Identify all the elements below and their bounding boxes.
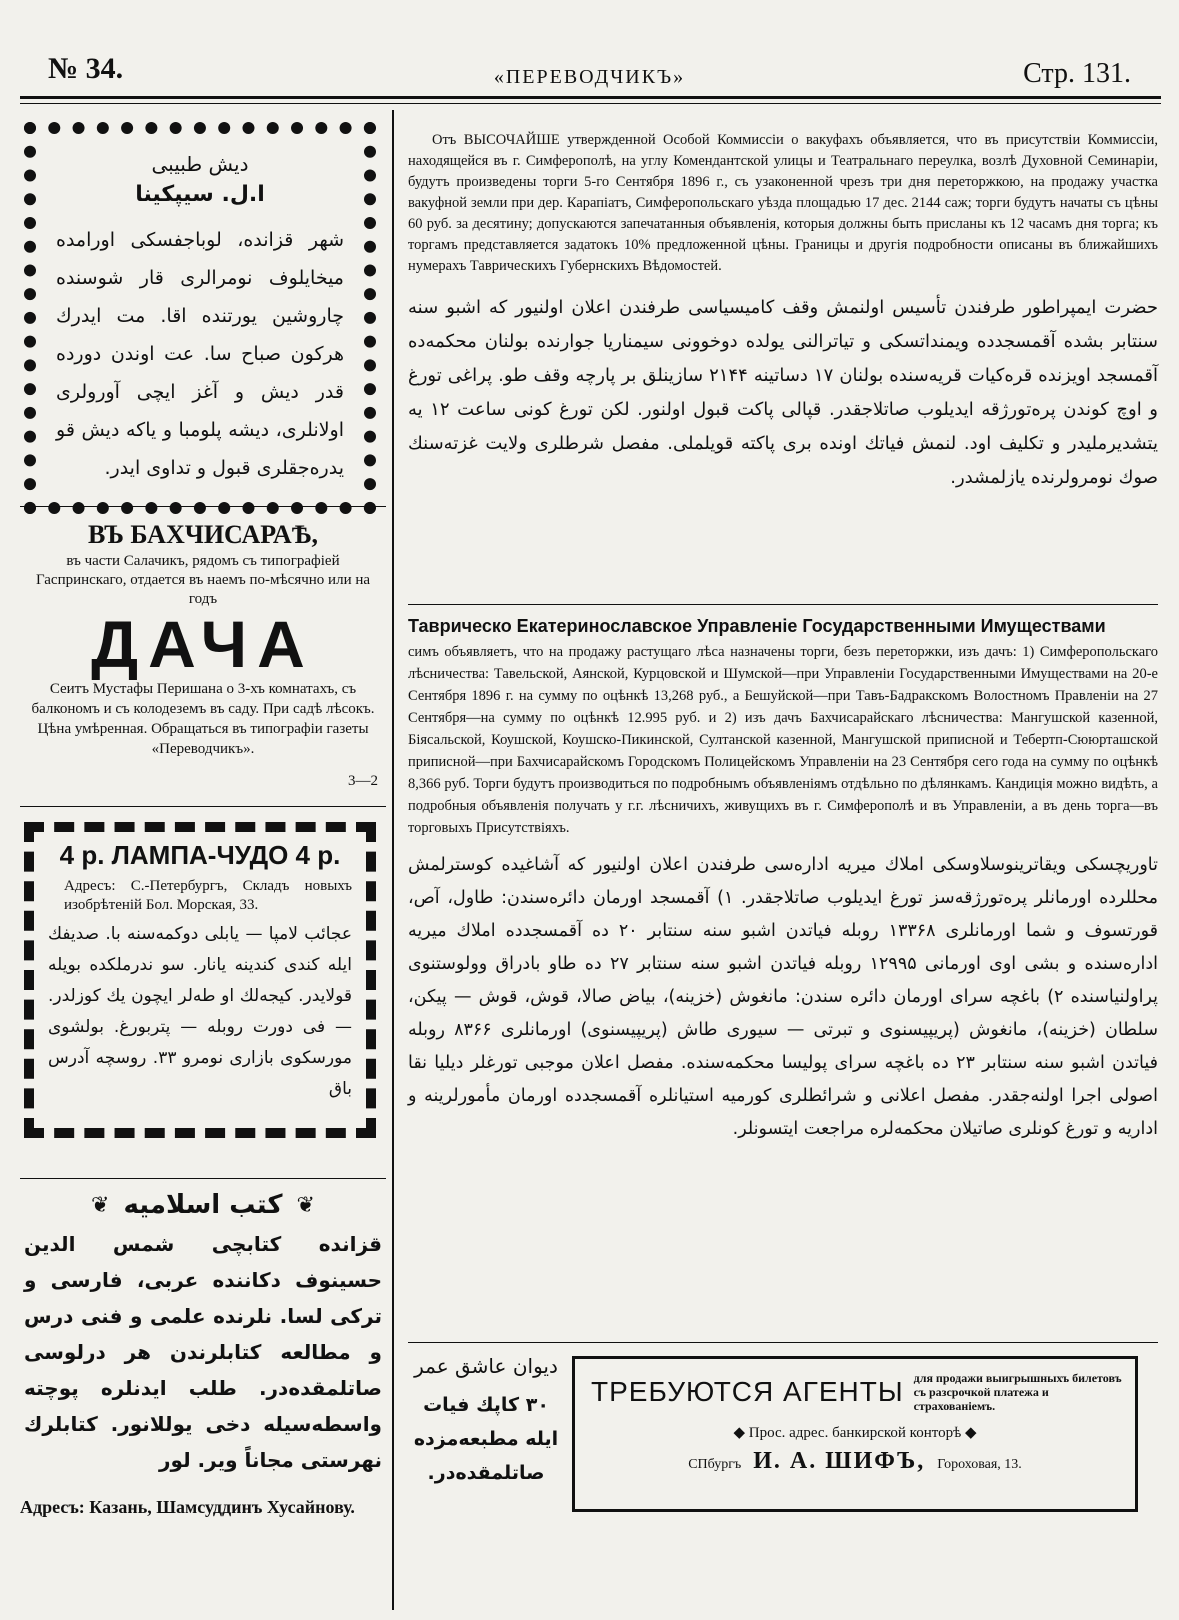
agents-street: Гороховая, 13. — [937, 1457, 1022, 1472]
dacha-mark: 3—2 — [348, 773, 378, 789]
forest-arabic: تاوریچسکی ویقاترینوسلاوسکی املاك میریه اداره‌سی طرفندن اعلان اولنیور که آشاغیده کوسترلمش محللرده اورمانلر پرەتورژقەسز تورغ ایدیلوب صاتلاجقدر. ۱) آقمسجد اورمان دائرەسندن: طاول، آص، قورتسوف و شما اورمانلری ۱۳۳۶۸ روبله فیاتدن اشبو سنه سنتابر ۲۰ ده آقمسجدده املاك میریه اداره‌سنده و بشی اوی اورمانی ۱۲۹۹۵ روبله فیاتدن اشبو سنه سنتابر ۲۷ ده طاو بادراق وولوستنوی پراولنیاسنده ۲) باغچه سرای اورمان دائره سندن: مانغوش (خزینه)، بیاض صالا، قوش، قوش — پیکن، سلطان (خزینه)، مانغوش (پریپیسنوی و تبرتی — سیوری طاش (پریپیسنوی) اورمانلری ۸۳۶۶ روبله فیاتدن اشبو سنه سنتابر ۲۳ ده باغچه سرای پولیسا محکمەسنده. مفصل اعلان موجبی تورغلر دیلیا نقا اصولی اجرا اولنەجقدر. مفصل اعلانی و شرائطلری کورمیه استیانلره آقمسجدده اورمان مأمورلرینه و اداریه و تورغ کونلری صاتیلان محکمەلره مراجعت ایتسونلر. — [408, 855, 1159, 1139]
header-rule — [20, 96, 1161, 99]
agents-line2-row — [575, 1413, 1135, 1442]
left-separator-1 — [20, 506, 386, 507]
header-rule-thin — [20, 103, 1161, 104]
books-title-row — [20, 1190, 386, 1220]
dacha-body: Сеитъ Мустафы Перишана о 3-хъ комнатахъ, съ балкономъ и съ колодеземъ въ саду. При садѣ лѣсокъ. Цѣна умѣренная. Обращаться въ типографіи газеты «Переводчикъ». — [31, 681, 375, 757]
left-separator-2 — [20, 806, 386, 807]
vakuf-russian: Отъ ВЫСОЧАЙШЕ утвержденной Особой Коммиссіи о вакуфахъ объявляется, что въ присутствіи Коммиссіи, находящейся въ г. Симферополѣ, на углу Комендантской улицы и Театральнаго переулка, возлѣ Духовной Семинаріи, будутъ произведены торги 5-го Сентября 1896 г., съ узаконенной чрезъ три дня переторжкою, на продажу участка вакуфной земли при дер. Карапіатъ, Симферопольскаго уѣзда площадью 17 дес. 2144 саж; торги будутъ начаты съ цѣны 60 руб. за десятину; допускаются запечатанныя объявленія, которыя должны быть присланы къ 12 часамъ дня торга; къ торгамъ представляется задатокъ 10% предложенной цѣны. Границы и другія подробности описаны въ ближайшихъ нумерахъ Таврическихъ Губернскихъ Вѣдомостей. — [408, 132, 1158, 274]
dentist-body: شهر قزانده، لوباجفسکی اورامده میخایلوف نومرالری قار شوسنده چاروشین یورتنده اقا. مت ایدرك هرکون صباح سا. عت اوندن دورده قدر دیش و آغز ایچی آورولری اولانلری، دیشه پلومبا و یاکه دیش قو یدرەجقلری قبول و تداوی ایدر. — [56, 229, 344, 479]
vakuf-notice — [408, 130, 1158, 600]
dacha-ad — [20, 520, 386, 790]
books-body: قزانده کتابچی شمس الدین حسینوف دکاننده عربی، فارسی و ترکی لسا. نلرنده علمی و فنی درس و مطالعه کتابلرندن هر درلوسی صاتلمقده‌در. طلب ایدنلره پوچته واسطەسیله دخی یوللانور. کتابلرك نهرستی مجاناً ویر. لور — [24, 1232, 382, 1472]
books-title: کتب اسلامیه — [123, 1190, 283, 1220]
dentist-name: ا.ل. سیپکینا — [135, 182, 265, 207]
agents-title: ТРЕБУЮТСЯ АГЕНТЫ — [591, 1376, 904, 1407]
column-divider — [392, 110, 394, 1610]
ornament-icon: ❦ — [296, 1192, 315, 1217]
issue-number: № 34. — [48, 52, 124, 85]
lamp-title: 4 р. ЛАМПА-ЧУДО 4 р. — [59, 840, 341, 870]
forest-notice — [408, 616, 1158, 1306]
dacha-title: ВЪ БАХЧИСАРАѢ, — [87, 520, 318, 549]
divan-title: دیوان عاشق عمر — [414, 1354, 558, 1378]
dentist-ad — [24, 122, 376, 514]
page-number: Стр. 131. — [1023, 58, 1131, 89]
agents-address-row — [575, 1442, 1135, 1475]
right-separator-2 — [408, 1342, 1158, 1343]
diamond-icon: ◆ — [965, 1425, 977, 1441]
lamp-arabic: عجائب لامپا — یابلی دوکمەسنه با. صدیفك ایله کندی کندینه یانار. سو ندرملکده بویله قولایدر. کیجەلك او طەلر ایچون یك کوزلدر. — فی دورت روبله — پتربورغ. بولشوی مورسکوی بازاری نومرو ۳۳. روسچه آدرس باق — [48, 924, 352, 1099]
agents-city: СПбургъ — [688, 1457, 742, 1472]
diamond-icon: ◆ — [733, 1425, 745, 1441]
lamp-ad — [24, 822, 376, 1138]
forest-russian: симъ объявляетъ, что на продажу растущаго лѣса назначены торги, безъ переторжки, изъ дачъ: 1) Симферопольскаго лѣсничества: Тавельской, Аянской, Курцовской и Шумской—при Управленіи Государственными Имуществами на 20-е Сентября 1896 г. на сумму по оцѣнкѣ 13,268 руб., а Бешуйской—при Тавъ-Бадракскомъ Волостномъ Правленіи на 27 Сентября—на сумму по оцѣнкѣ 12.995 руб. и 2) изъ дачъ Бахчисарайскаго лѣсничества: Мангушской казенной, Біясальской, Коушской, Коушско-Пикинской, Султанской казенной, Мангушской приписной и Тебертп-Сююрташской приписной—при Бахчисарайскомъ Городскомъ Полицейскомъ Управленіи на 23 Сентября сего года на сумму по оцѣнкѣ 8,366 руб. Торги будутъ производиться по подробнымъ объявленіямъ отдѣльно по дѣлянкамъ. Кандиція можно видѣть, а подробныя объявленія получать у г.г. лѣсничихъ, живущихъ въ г. Симферополѣ и въ Управленіи, а въ день торга—въ торговыхъ Присутствіяхъ. — [408, 644, 1158, 836]
divan-ad — [406, 1352, 566, 1542]
page-header — [20, 44, 1159, 98]
vakuf-arabic: حضرت ایمپراطور طرفندن تأسیس اولنمش وقف کامیسیاسی طرفندن اعلان اولنیور که اشبو سنه سنتابر بشده آقمسجدده ویمنداتسکی و تیاترالنی یولده دوخوونی سیمناریا جوارنده بولنان محکمەده آقمسجد اویزندە قره‌کیات قریەسنده بولنان ۱۷ دساتینه ۲۱۴۴ سازینلق بر پارچه وقف طو. پراغی تورغ و اوچ کوندن پرەتورژقه ایدیلوب صاتلاجقدر. قپالی پاکت قبول اولنور. لکن تورغ کونی ساعت ۱۲ یه یتشدیرملیدر و تکلیف اود. لنمش فیاتك اونده بری پاکته قویلملی. مفصل شرطلری ولایت غزتەسنك صوك نومرولرنده یازلمشدر. — [408, 297, 1158, 488]
agents-side-text: для продажи выигрышныхъ билетовъ съ разсрочкой платежа и страхованіемъ. — [913, 1371, 1122, 1413]
agents-top-row — [575, 1359, 1135, 1413]
lamp-address: Адресъ: С.-Петербургъ, Складъ новыхъ изобрѣтеній Бол. Морская, 33. — [64, 878, 352, 913]
agents-name: И. А. ШИФЪ, — [753, 1448, 926, 1474]
ornament-icon: ❦ — [91, 1192, 110, 1217]
divan-body: ۳۰ کاپك فیات ایله مطبعەمزده صاتلمقده‌در. — [413, 1394, 559, 1484]
books-address: Адресъ: Казань, Шамсуддинъ Хусайнову. — [20, 1497, 355, 1517]
books-ad — [20, 1190, 386, 1590]
forest-title: Таврическо Екатеринославское Управленіе Государственными Имуществами — [408, 616, 1106, 636]
agents-ad — [572, 1356, 1138, 1512]
dacha-big-title: ДАЧА — [91, 607, 315, 681]
right-separator-1 — [408, 604, 1158, 605]
dacha-intro: въ части Салачикъ, рядомъ съ типографіей Гаспринскаго, отдается въ наемъ по-мѣсячно или на годъ — [35, 553, 371, 607]
dentist-title: دیش طبیبی — [151, 152, 249, 176]
agents-line2: Прос. адрес. банкирской конторѣ — [748, 1425, 962, 1441]
left-separator-3 — [20, 1178, 386, 1179]
newspaper-title: «ПЕРЕВОДЧИКЪ» — [493, 66, 686, 88]
